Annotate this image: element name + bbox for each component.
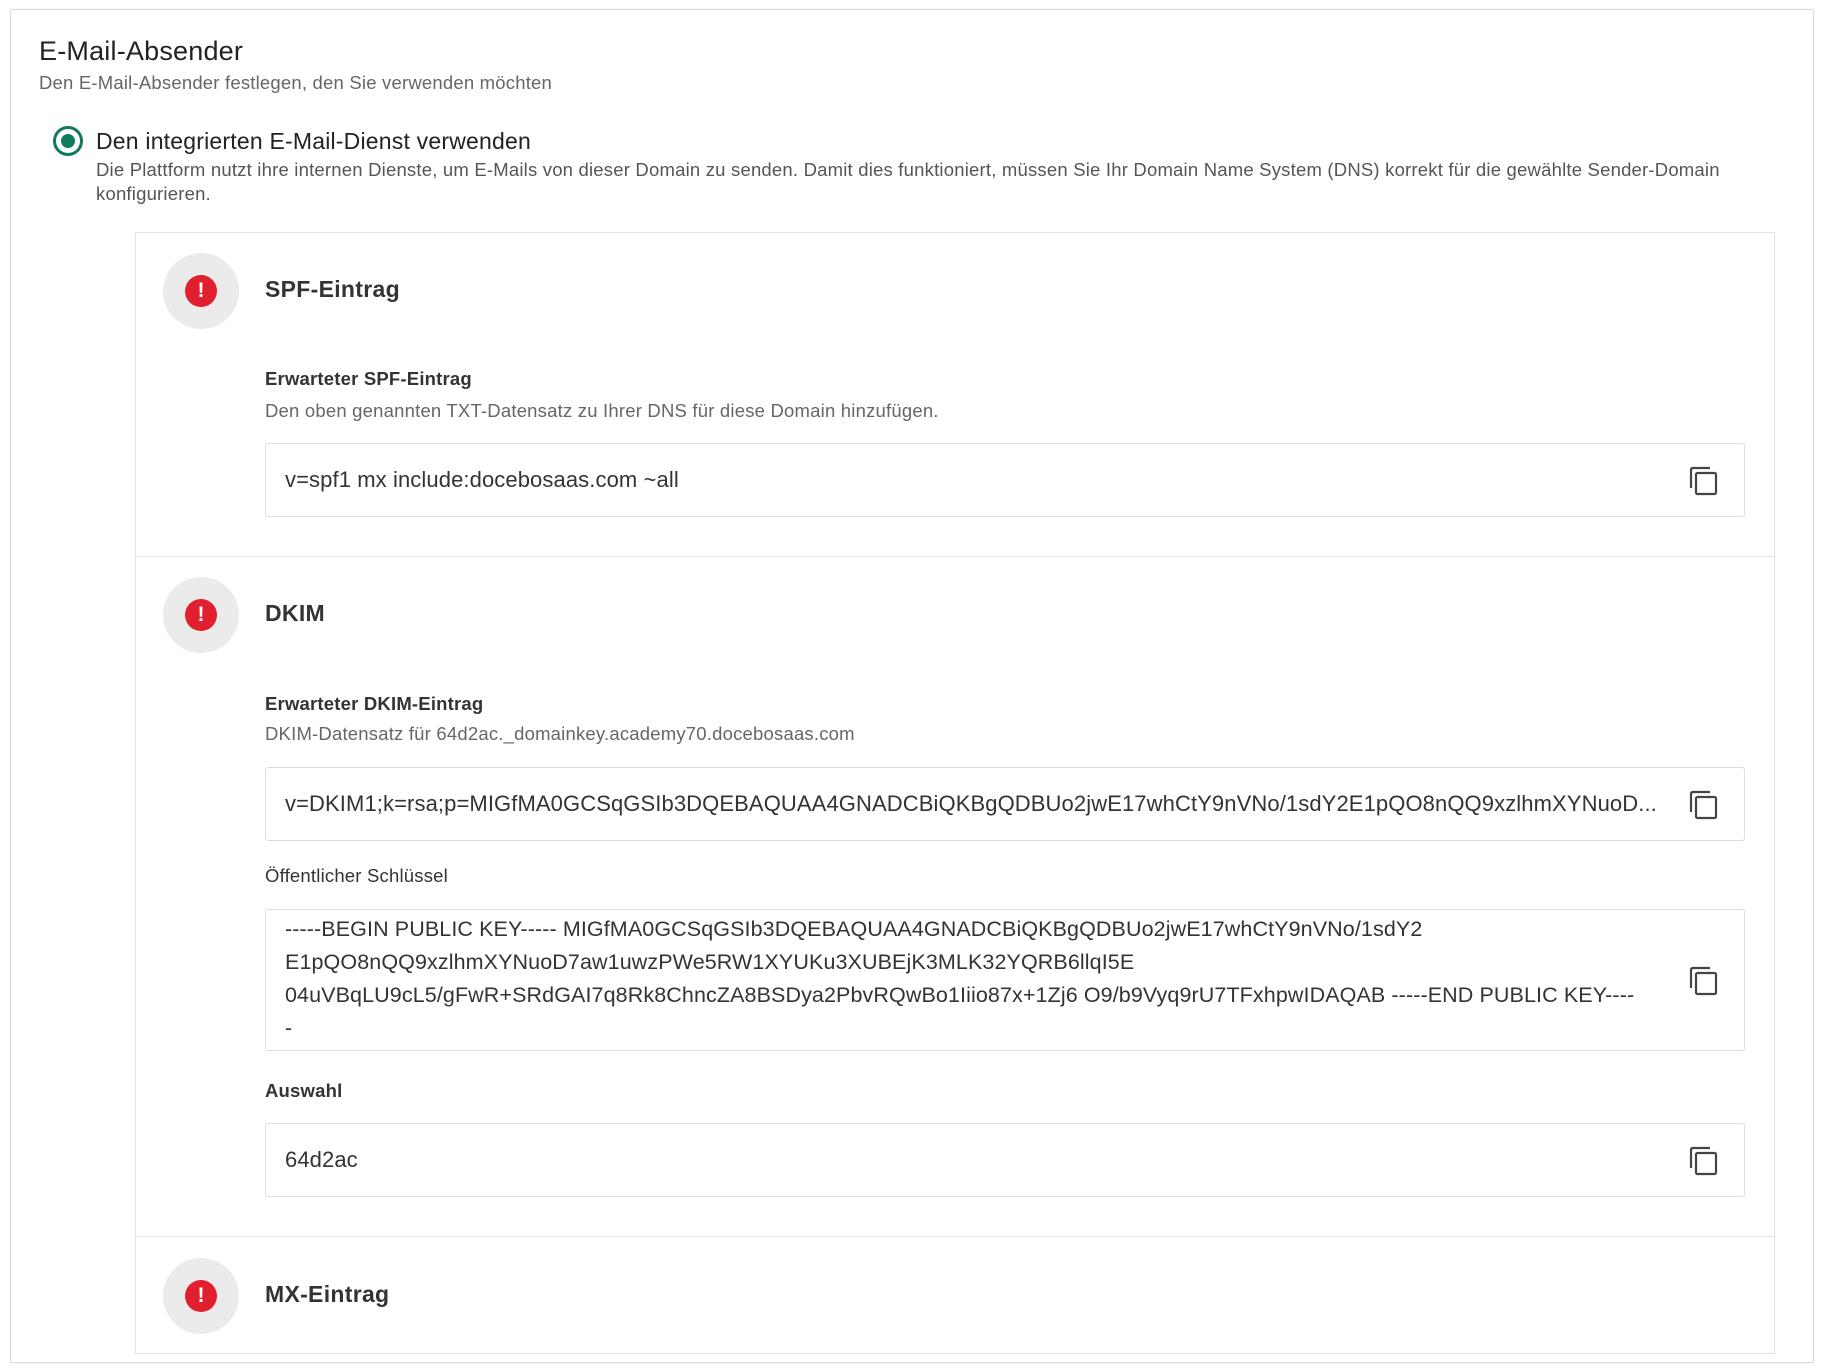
error-icon: ! xyxy=(185,1280,217,1312)
public-key-label: Öffentlicher Schlüssel xyxy=(265,865,448,886)
public-key-line: 04uVBqLU9cL5/gFwR+SRdGAI7q8Rk8ChncZA8BSDya2PbvRQwBo1Iiio87x+1Zj6 O9/b9Vyq9rU7TFxhpwIDAQAB -----END PUBLIC KEY---- xyxy=(285,983,1635,1007)
dkim-record-hint: DKIM-Datensatz für 64d2ac._domainkey.academy70.docebosaas.com xyxy=(265,723,855,744)
copy-icon[interactable] xyxy=(1686,1144,1720,1178)
copy-icon[interactable] xyxy=(1686,964,1720,998)
spf-record-value: v=spf1 mx include:docebosaas.com ~all xyxy=(285,467,679,492)
builtin-service-description: Die Plattform nutzt ihre internen Dienste, um E-Mails von dieser Domain zu senden. Damit dies funktioniert, müssen Sie Ihr Domain Name System (DNS) korrekt für die gewählte Sender-Domain konfigurieren. xyxy=(96,159,1720,204)
public-key-line: - xyxy=(285,1016,293,1040)
dkim-section xyxy=(136,557,1774,1237)
selector-label: Auswahl xyxy=(265,1080,343,1101)
dkim-record-label: Erwarteter DKIM-Eintrag xyxy=(265,693,484,714)
mx-status xyxy=(163,1258,239,1334)
mx-title: MX-Eintrag xyxy=(265,1281,390,1307)
dns-records-panel xyxy=(135,232,1775,1354)
copy-icon[interactable] xyxy=(1686,464,1720,498)
builtin-service-label[interactable]: Den integrierten E-Mail-Dienst verwenden xyxy=(96,128,531,154)
spf-record-hint: Den oben genannten TXT-Datensatz zu Ihrer DNS für diese Domain hinzufügen. xyxy=(265,400,939,421)
dkim-status xyxy=(163,577,239,653)
spf-title: SPF-Eintrag xyxy=(265,276,400,302)
spf-record-field[interactable] xyxy=(265,443,1745,517)
dkim-title: DKIM xyxy=(265,600,325,626)
dkim-record-field[interactable] xyxy=(265,767,1745,841)
dkim-record-value: v=DKIM1;k=rsa;p=MIGfMA0GCSqGSIb3DQEBAQUAA4GNADCBiQKBgQDBUo2jwE17whCtY9nVNo/1sdY2E1pQO8nQQ9xzlhmXYNuoD... xyxy=(285,791,1657,816)
public-key-value xyxy=(285,913,1674,1045)
error-icon: ! xyxy=(185,275,217,307)
email-sender-card xyxy=(10,9,1814,1363)
error-icon: ! xyxy=(185,599,217,631)
public-key-line: -----BEGIN PUBLIC KEY----- MIGfMA0GCSqGSIb3DQEBAQUAA4GNADCBiQKBgQDBUo2jwE17whCtY9nVNo/1sdY2 xyxy=(285,917,1423,941)
spf-record-label: Erwarteter SPF-Eintrag xyxy=(265,368,472,389)
public-key-line: E1pQO8nQQ9xzlhmXYNuoD7aw1uwzPWe5RW1XYUKu3XUBEjK3MLK32YQRB6llqI5E xyxy=(285,950,1135,974)
selector-value: 64d2ac xyxy=(285,1147,358,1172)
builtin-service-radio[interactable] xyxy=(53,126,83,156)
public-key-field[interactable] xyxy=(265,909,1745,1051)
page-title: E-Mail-Absender xyxy=(39,36,244,66)
page-subtitle: Den E-Mail-Absender festlegen, den Sie verwenden möchten xyxy=(39,72,553,93)
mx-section xyxy=(136,1237,1774,1355)
spf-status xyxy=(163,253,239,329)
spf-section xyxy=(136,233,1774,557)
copy-icon[interactable] xyxy=(1686,788,1720,822)
selector-field[interactable] xyxy=(265,1123,1745,1197)
